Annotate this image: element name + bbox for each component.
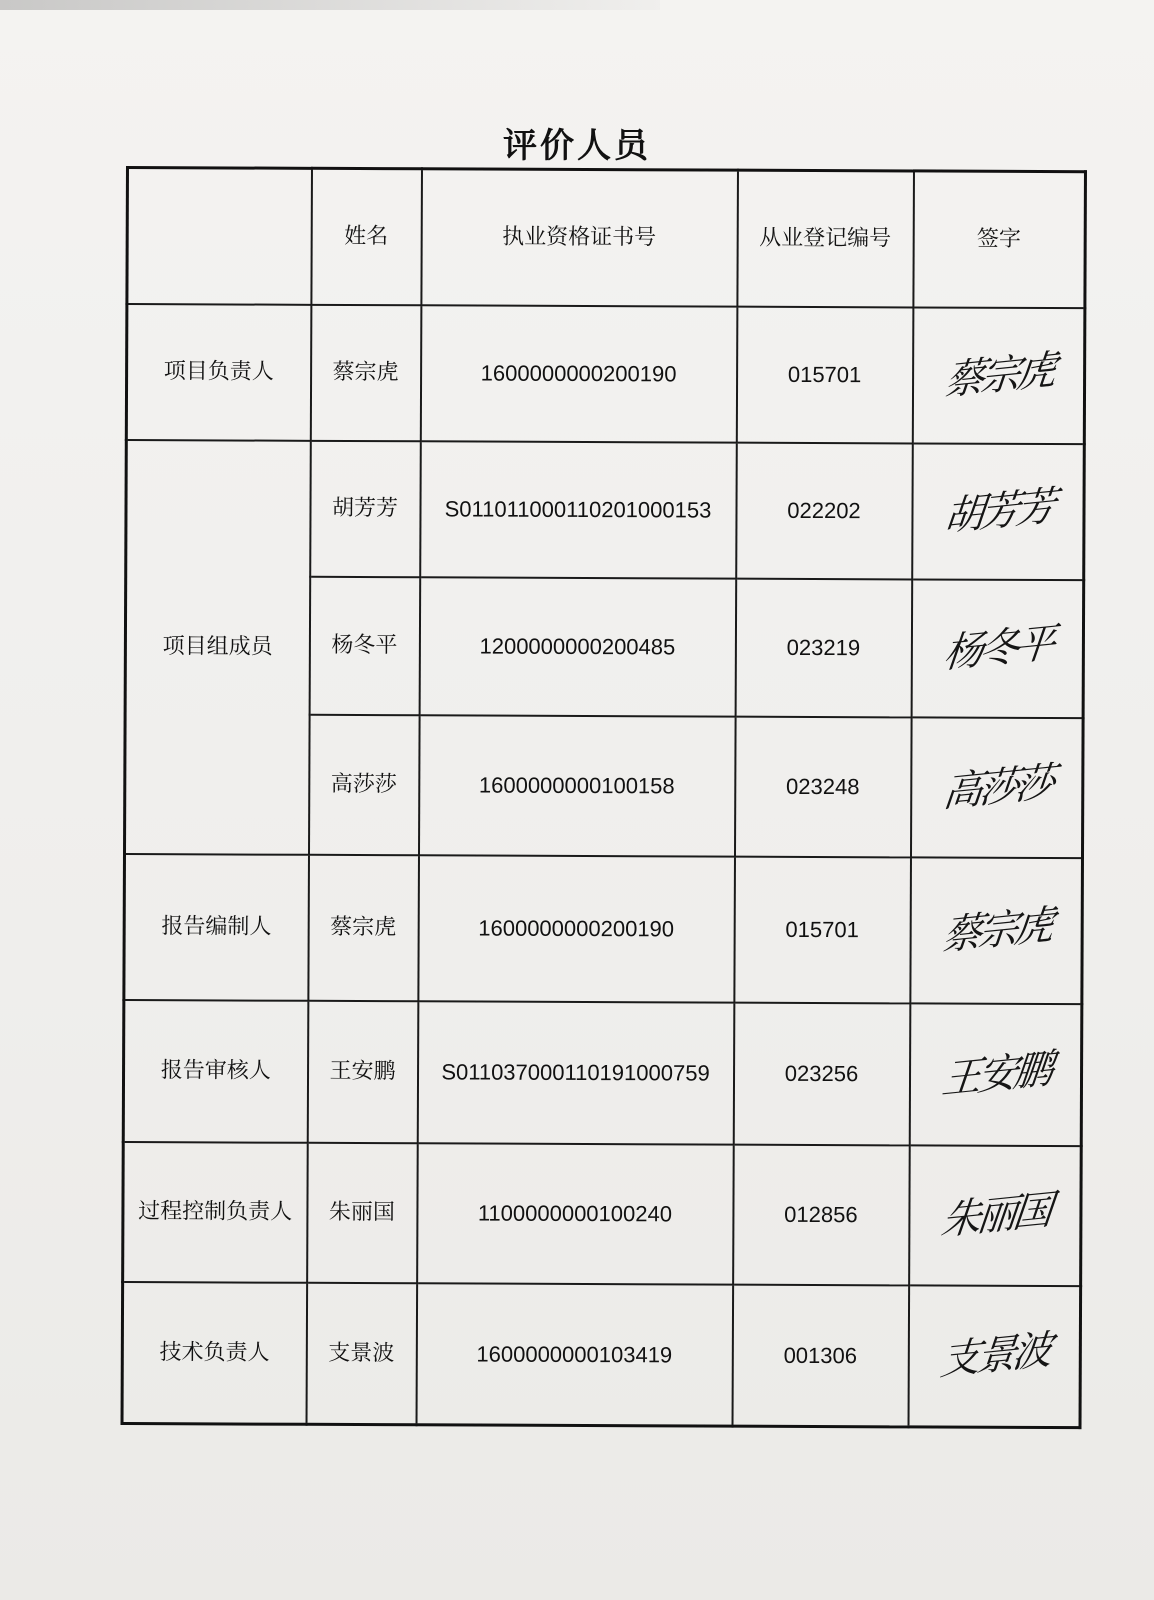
role-cell: 项目组成员 xyxy=(125,440,311,855)
cert-cell: S011037000110191000759 xyxy=(417,1001,734,1144)
name-cell: 高莎莎 xyxy=(308,714,419,854)
reg-cell: 023248 xyxy=(734,716,911,857)
name-cell: 蔡宗虎 xyxy=(308,854,419,1000)
header-name: 姓名 xyxy=(311,168,422,304)
header-cert: 执业资格证书号 xyxy=(421,169,738,306)
cert-cell: S011011000110201000153 xyxy=(420,441,737,578)
handwritten-signature: 蔡宗虎 xyxy=(942,346,1055,405)
table-row xyxy=(126,304,1085,444)
cert-cell: 1200000000200485 xyxy=(419,577,736,716)
table-row xyxy=(122,1281,1081,1427)
signature-cell xyxy=(908,1285,1081,1428)
signature-cell xyxy=(909,1145,1082,1286)
table-row xyxy=(126,440,1085,580)
handwritten-signature: 杨冬平 xyxy=(940,619,1054,678)
header-reg: 从业登记编号 xyxy=(737,170,914,307)
name-cell: 蔡宗虎 xyxy=(310,304,421,440)
signature-cell xyxy=(909,1003,1082,1146)
signature-cell xyxy=(910,857,1083,1004)
table-row xyxy=(124,854,1083,1004)
reg-cell: 023219 xyxy=(735,578,912,717)
cert-cell: 1600000000200190 xyxy=(418,855,735,1002)
name-cell: 王安鹏 xyxy=(307,1000,418,1142)
reg-cell: 015701 xyxy=(736,306,913,443)
role-cell: 报告编制人 xyxy=(124,854,309,1001)
header-role xyxy=(127,168,312,305)
signature-cell xyxy=(912,307,1085,444)
handwritten-signature: 胡芳芳 xyxy=(941,482,1055,541)
reg-cell: 022202 xyxy=(736,442,913,579)
signature-cell xyxy=(911,579,1084,718)
reg-cell: 012856 xyxy=(733,1144,910,1285)
cert-cell: 1100000000100240 xyxy=(417,1143,734,1284)
handwritten-signature: 王安鹏 xyxy=(939,1045,1052,1104)
reg-cell: 023256 xyxy=(733,1002,910,1145)
signature-cell xyxy=(910,717,1083,858)
header-sign: 签字 xyxy=(913,171,1086,308)
name-cell: 支景波 xyxy=(306,1282,417,1424)
handwritten-signature: 支景波 xyxy=(937,1327,1051,1385)
evaluation-staff-table xyxy=(121,166,1087,1429)
signature-cell xyxy=(912,443,1085,580)
cert-cell: 1600000000200190 xyxy=(420,305,737,442)
document-title: 评价人员 xyxy=(503,126,651,166)
role-cell: 报告审核人 xyxy=(123,999,308,1142)
reg-cell: 001306 xyxy=(732,1284,909,1427)
cert-cell: 1600000000100158 xyxy=(418,715,735,856)
handwritten-signature: 蔡宗虎 xyxy=(939,901,1053,960)
table-header-row xyxy=(127,168,1086,308)
role-cell: 技术负责人 xyxy=(122,1281,307,1424)
table-row xyxy=(123,1141,1082,1285)
handwritten-signature: 高莎莎 xyxy=(940,758,1053,817)
cert-cell: 1600000000103419 xyxy=(416,1283,733,1426)
reg-cell: 015701 xyxy=(734,856,911,1003)
role-cell: 过程控制负责人 xyxy=(123,1141,308,1282)
name-cell: 胡芳芳 xyxy=(310,440,421,576)
table-row xyxy=(123,999,1082,1145)
name-cell: 朱丽国 xyxy=(307,1142,418,1282)
scan-edge-shadow xyxy=(0,0,660,10)
role-cell: 项目负责人 xyxy=(126,304,311,441)
name-cell: 杨冬平 xyxy=(309,576,420,714)
handwritten-signature: 朱丽国 xyxy=(938,1186,1051,1245)
